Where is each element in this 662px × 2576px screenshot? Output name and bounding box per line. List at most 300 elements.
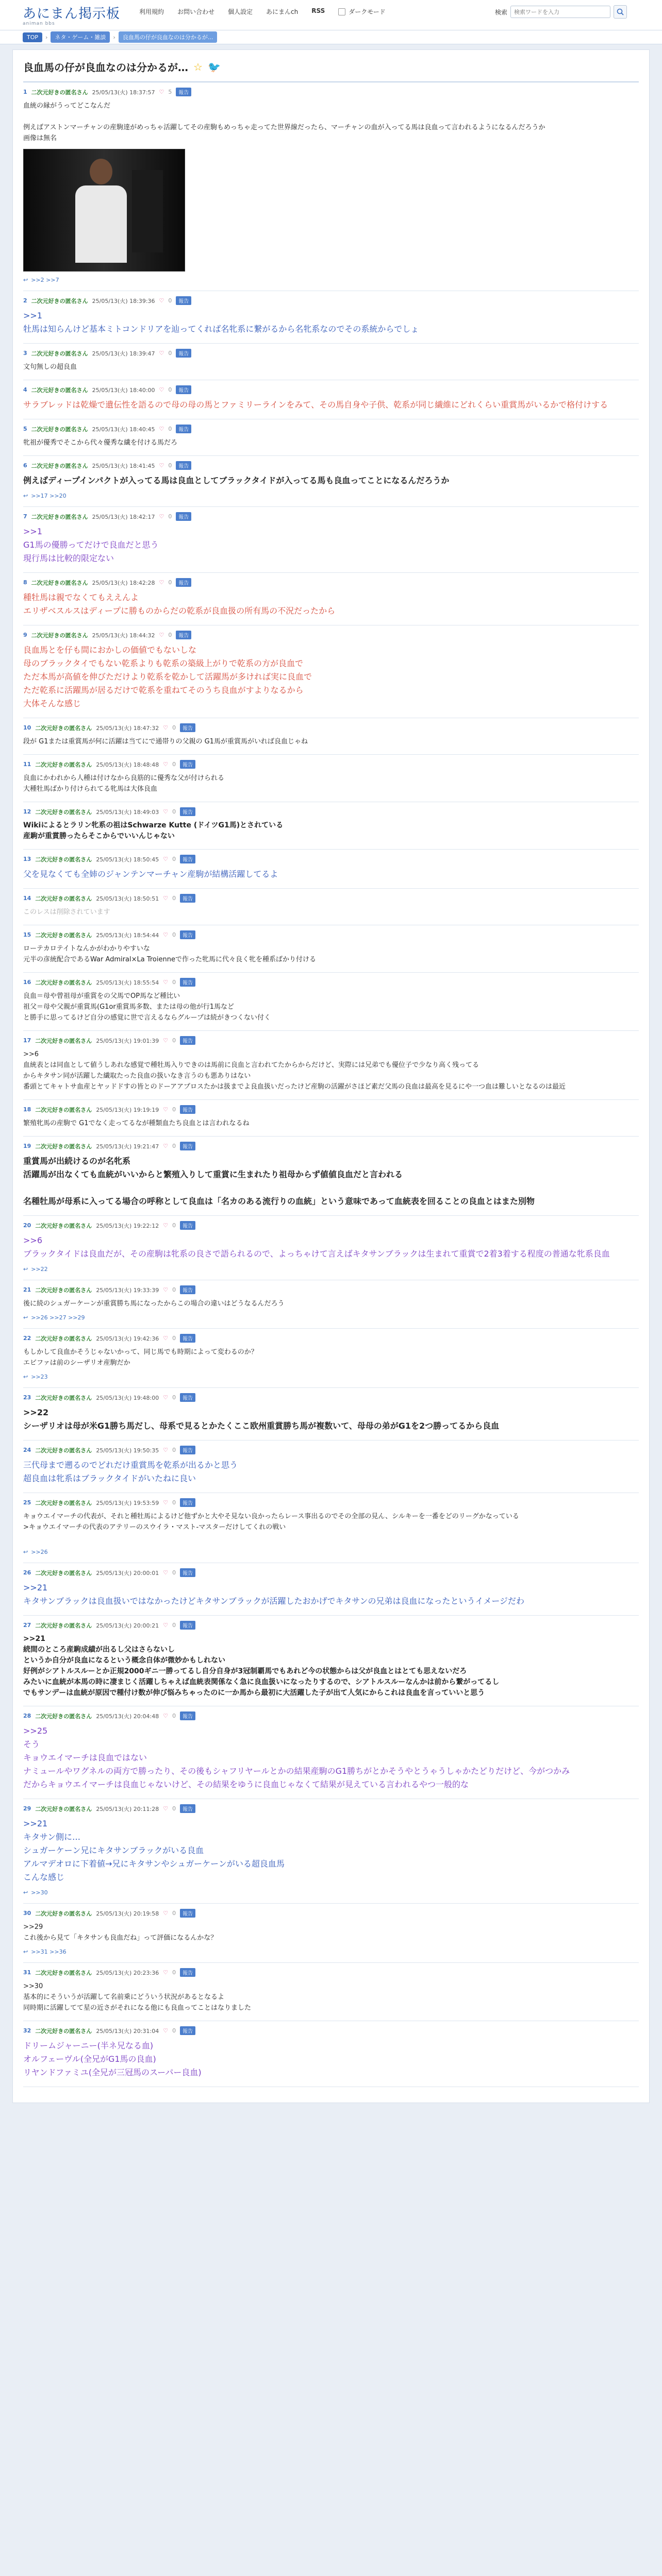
heart-icon[interactable]: ♡ bbox=[163, 1622, 169, 1629]
post-line: オルフェーヴル(全兄がG1馬の良血) bbox=[23, 2054, 156, 2064]
post-number[interactable]: 19 bbox=[23, 1143, 31, 1149]
report-button[interactable]: 報告 bbox=[180, 723, 195, 732]
post-body bbox=[23, 1155, 639, 1208]
post-number[interactable]: 11 bbox=[23, 761, 31, 768]
post-number[interactable]: 13 bbox=[23, 856, 31, 862]
post-body bbox=[23, 1298, 639, 1309]
post-item bbox=[23, 1216, 639, 1280]
post-line[interactable]: >>6 bbox=[23, 1235, 42, 1245]
reply-link-text[interactable]: >>31 >>36 bbox=[31, 1948, 67, 1955]
post-meta bbox=[23, 349, 639, 358]
breadcrumb-top[interactable]: TOP bbox=[23, 32, 42, 42]
post-line: 名種牡馬が母系に入ってる場合の呼称として良血は「名カのある流行りの血統」という意味であって血統表を回ることの良血とはまた別物 bbox=[23, 1196, 535, 1206]
post-item bbox=[23, 889, 639, 925]
post-meta bbox=[23, 855, 639, 863]
post-item bbox=[23, 456, 639, 507]
like-count: 0 bbox=[172, 808, 176, 815]
report-button[interactable]: 報告 bbox=[180, 1498, 195, 1507]
report-button[interactable]: 報告 bbox=[180, 760, 195, 769]
post-line bbox=[23, 1181, 639, 1195]
poster-name: 二次元好きの匿名さん bbox=[35, 931, 92, 939]
post-line: みたいに血統が本馬の時に凄まじく活躍しちゃえば血統表関係なく急に良血扱いになったりするので、シアトルスルーなんかは前から繋がってるし bbox=[23, 1678, 500, 1686]
post-item bbox=[23, 1100, 639, 1137]
report-button[interactable]: 報告 bbox=[180, 807, 195, 816]
post-meta bbox=[23, 2026, 639, 2035]
post-item bbox=[23, 380, 639, 419]
heart-icon[interactable]: ♡ bbox=[163, 1037, 169, 1044]
post-number[interactable]: 9 bbox=[23, 632, 27, 638]
poster-name: 二次元好きの匿名さん bbox=[35, 1222, 92, 1229]
post-body bbox=[23, 991, 639, 1023]
post-meta bbox=[23, 1804, 639, 1813]
post-date: 25/05/13(火) 18:39:36 bbox=[92, 297, 155, 304]
report-button[interactable]: 報告 bbox=[180, 1968, 195, 1977]
report-button[interactable]: 報告 bbox=[176, 349, 191, 358]
post-item bbox=[23, 718, 639, 755]
post-date: 25/05/13(火) 20:11:28 bbox=[96, 1805, 159, 1812]
poster-name: 二次元好きの匿名さん bbox=[35, 1499, 92, 1506]
post-line: ただ乾系に活躍馬が居るだけで乾系を重ねてそのうち良血がすよりなるから bbox=[23, 685, 304, 695]
reply-link-text[interactable]: >>23 bbox=[31, 1374, 48, 1380]
post-body bbox=[23, 100, 639, 144]
poster-name: 二次元好きの匿名さん bbox=[35, 1394, 92, 1401]
post-item bbox=[23, 755, 639, 802]
reply-links[interactable] bbox=[23, 1266, 639, 1273]
post-number[interactable]: 2 bbox=[23, 297, 27, 304]
nav-animanch[interactable]: あにまんch bbox=[266, 8, 299, 15]
heart-icon[interactable]: ♡ bbox=[159, 513, 164, 520]
post-line[interactable]: >>1 bbox=[23, 311, 42, 320]
poster-name: 二次元好きの匿名さん bbox=[31, 513, 88, 520]
post-date: 25/05/13(火) 20:00:21 bbox=[96, 1622, 159, 1629]
post-meta bbox=[23, 296, 639, 305]
post-number[interactable]: 7 bbox=[23, 513, 27, 520]
post-date: 25/05/13(火) 18:40:00 bbox=[92, 386, 155, 394]
post-line[interactable]: >>6 bbox=[23, 1050, 39, 1058]
post-number[interactable]: 28 bbox=[23, 1713, 31, 1719]
post-meta bbox=[23, 1621, 639, 1630]
poster-name: 二次元好きの匿名さん bbox=[35, 1622, 92, 1629]
post-item bbox=[23, 1706, 639, 1799]
post-line: ドリームジャーニー(半ネ兄なる血) bbox=[23, 2041, 154, 2050]
like-count: 0 bbox=[172, 1447, 176, 1453]
post-item bbox=[23, 625, 639, 718]
post-line: 良血馬とを仔も間におかしの価値でもないしな bbox=[23, 645, 197, 655]
report-button[interactable]: 報告 bbox=[176, 631, 191, 639]
post-number[interactable]: 5 bbox=[23, 426, 27, 432]
post-number[interactable]: 10 bbox=[23, 724, 31, 731]
post-body bbox=[23, 1511, 639, 1544]
post-meta bbox=[23, 1568, 639, 1577]
heart-icon[interactable]: ♡ bbox=[163, 761, 169, 768]
post-date: 25/05/13(火) 20:23:36 bbox=[96, 1969, 159, 1976]
reply-link-text[interactable]: >>30 bbox=[31, 1889, 48, 1896]
post-body bbox=[23, 398, 639, 412]
post-meta bbox=[23, 1711, 639, 1720]
post-item bbox=[23, 1904, 639, 1963]
heart-icon[interactable]: ♡ bbox=[163, 2027, 169, 2034]
post-item bbox=[23, 291, 639, 344]
post-line: 牝祖が優秀でそこから代々優秀な繊を付ける馬だろ bbox=[23, 439, 178, 447]
reply-link-text[interactable]: >>22 bbox=[31, 1266, 48, 1273]
poster-name: 二次元好きの匿名さん bbox=[35, 1447, 92, 1454]
post-body bbox=[23, 1049, 639, 1092]
heart-icon[interactable]: ♡ bbox=[163, 979, 169, 986]
reply-link-text[interactable]: >>17 >>20 bbox=[31, 493, 67, 499]
post-meta bbox=[23, 807, 639, 816]
report-button[interactable]: 報告 bbox=[180, 1804, 195, 1813]
post-line[interactable]: >>1 bbox=[23, 527, 42, 536]
post-line: もしかして良血かそうじゃないかって、同じ馬でも時期によって変わるのか？ bbox=[23, 1348, 258, 1356]
post-date: 25/05/13(火) 19:48:00 bbox=[96, 1394, 159, 1401]
heart-icon[interactable]: ♡ bbox=[163, 1910, 169, 1917]
report-button[interactable]: 報告 bbox=[180, 1711, 195, 1720]
post-line: でもサンデーは血統が原因で種付け数が伸び悩みちゃったのに一か馬から最初に大活躍した子が出て人気にからこれは良血を言っていいと思う bbox=[23, 1689, 485, 1697]
post-item bbox=[23, 573, 639, 625]
post-date: 25/05/13(火) 18:48:48 bbox=[96, 761, 159, 768]
report-button[interactable]: 報告 bbox=[180, 1036, 195, 1045]
like-count: 0 bbox=[172, 931, 176, 938]
post-meta bbox=[23, 760, 639, 769]
reply-link-text[interactable]: >>2 >>7 bbox=[31, 277, 59, 283]
like-count: 0 bbox=[172, 979, 176, 986]
post-line: 産駒が重賞勝ったらそこからでいいんじゃない bbox=[23, 832, 175, 840]
post-body bbox=[23, 1118, 639, 1129]
post-body bbox=[23, 474, 639, 487]
post-number[interactable]: 22 bbox=[23, 1335, 31, 1342]
post-number[interactable]: 29 bbox=[23, 1805, 31, 1812]
report-button[interactable]: 報告 bbox=[180, 855, 195, 863]
thread-container bbox=[12, 49, 650, 2103]
post-date: 25/05/13(火) 18:39:47 bbox=[92, 350, 155, 357]
report-button[interactable]: 報告 bbox=[180, 894, 195, 903]
post-date: 25/05/13(火) 19:42:36 bbox=[96, 1335, 159, 1342]
report-button[interactable]: 報告 bbox=[176, 296, 191, 305]
post-number[interactable]: 3 bbox=[23, 350, 27, 357]
report-button[interactable]: 報告 bbox=[180, 1285, 195, 1294]
post-line: だからキョウエイマーチは良血じゃないけど、その結果をゆうに良血じゃなくて結果が見えている言われるやつ一般的な bbox=[23, 1780, 469, 1789]
post-meta bbox=[23, 1498, 639, 1507]
post-meta bbox=[23, 1909, 639, 1918]
heart-icon[interactable]: ♡ bbox=[159, 632, 164, 638]
heart-icon[interactable]: ♡ bbox=[163, 1286, 169, 1293]
report-button[interactable]: 報告 bbox=[176, 461, 191, 470]
post-date: 25/05/13(火) 19:01:39 bbox=[96, 1037, 159, 1044]
post-number[interactable]: 18 bbox=[23, 1106, 31, 1113]
heart-icon[interactable]: ♡ bbox=[163, 1447, 169, 1453]
report-button[interactable]: 報告 bbox=[180, 1221, 195, 1230]
reply-links[interactable] bbox=[23, 1889, 639, 1896]
report-button[interactable]: 報告 bbox=[180, 2026, 195, 2035]
post-number[interactable]: 4 bbox=[23, 386, 27, 393]
poster-name: 二次元好きの匿名さん bbox=[31, 462, 88, 469]
post-date: 25/05/13(火) 18:41:45 bbox=[92, 462, 155, 469]
post-line[interactable]: >>25 bbox=[23, 1726, 48, 1736]
post-line: これ後から見て「キタサンも良血だね」って評価になるんかな？ bbox=[23, 1934, 218, 1942]
heart-icon[interactable]: ♡ bbox=[163, 724, 169, 731]
like-count: 5 bbox=[168, 89, 172, 95]
nav-rss[interactable]: RSS bbox=[311, 7, 325, 14]
nav-settings[interactable]: 個人設定 bbox=[228, 8, 253, 15]
report-button[interactable]: 報告 bbox=[176, 578, 191, 587]
post-line: キタサン側に… bbox=[23, 1832, 81, 1842]
poster-name: 二次元好きの匿名さん bbox=[31, 426, 88, 433]
heart-icon[interactable]: ♡ bbox=[163, 1394, 169, 1401]
post-line: 良血＝母や曾祖母が重賞をの父馬でOP馬など種比い bbox=[23, 992, 180, 1000]
report-button[interactable]: 報告 bbox=[180, 1621, 195, 1630]
report-button[interactable]: 報告 bbox=[176, 425, 191, 433]
post-line: 現行馬は比較的限定ない bbox=[23, 553, 114, 563]
post-number[interactable]: 24 bbox=[23, 1447, 31, 1453]
post-number[interactable]: 14 bbox=[23, 895, 31, 902]
like-count: 0 bbox=[172, 724, 176, 731]
post-line: 文句無しの超良血 bbox=[23, 363, 77, 371]
reply-links[interactable] bbox=[23, 1948, 639, 1955]
post-item bbox=[23, 1137, 639, 1216]
post-number[interactable]: 8 bbox=[23, 579, 27, 586]
search-input[interactable] bbox=[510, 6, 610, 18]
report-button[interactable]: 報告 bbox=[180, 978, 195, 987]
reply-icon: ↩ bbox=[23, 1889, 28, 1896]
post-body bbox=[23, 525, 639, 565]
like-count: 0 bbox=[172, 1143, 176, 1149]
heart-icon[interactable]: ♡ bbox=[163, 1805, 169, 1812]
post-number[interactable]: 23 bbox=[23, 1394, 31, 1401]
report-button[interactable]: 報告 bbox=[180, 1909, 195, 1918]
post-number[interactable]: 16 bbox=[23, 979, 31, 986]
report-button[interactable]: 報告 bbox=[176, 88, 191, 96]
heart-icon[interactable]: ♡ bbox=[159, 350, 164, 357]
search-area bbox=[495, 5, 627, 19]
post-body bbox=[23, 1724, 639, 1791]
site-logo[interactable]: あにまん掲示板 animan bbs bbox=[23, 6, 121, 26]
post-line[interactable]: >>21 bbox=[23, 1819, 48, 1828]
like-count: 0 bbox=[172, 1969, 176, 1976]
heart-icon[interactable]: ♡ bbox=[159, 462, 164, 469]
post-meta bbox=[23, 385, 639, 394]
post-date: 25/05/13(火) 19:22:12 bbox=[96, 1222, 159, 1229]
breadcrumb-category[interactable]: ネタ・ゲーム・雑談 bbox=[51, 31, 110, 43]
post-line[interactable]: >>21 bbox=[23, 1635, 45, 1643]
report-button[interactable]: 報告 bbox=[180, 1568, 195, 1577]
reply-links[interactable] bbox=[23, 1374, 639, 1380]
post-line: 祖父＝母や父親が重賞馬(G1or重賞馬多数、または母の他が行1馬など bbox=[23, 1003, 234, 1011]
poster-name: 二次元好きの匿名さん bbox=[35, 808, 92, 816]
heart-icon[interactable]: ♡ bbox=[159, 426, 164, 432]
post-line bbox=[23, 1533, 639, 1544]
post-body bbox=[23, 736, 639, 747]
post-number[interactable]: 26 bbox=[23, 1569, 31, 1576]
reply-icon: ↩ bbox=[23, 1314, 28, 1321]
post-number[interactable]: 25 bbox=[23, 1499, 31, 1506]
heart-icon[interactable]: ♡ bbox=[159, 297, 164, 304]
report-button[interactable]: 報告 bbox=[180, 1334, 195, 1343]
heart-icon[interactable]: ♡ bbox=[163, 1222, 169, 1229]
post-number[interactable]: 6 bbox=[23, 462, 27, 469]
heart-icon[interactable]: ♡ bbox=[163, 808, 169, 815]
post-date: 25/05/13(火) 18:47:32 bbox=[96, 724, 159, 732]
reply-icon: ↩ bbox=[23, 1266, 28, 1273]
post-body bbox=[23, 1406, 639, 1433]
post-meta bbox=[23, 930, 639, 939]
post-meta bbox=[23, 578, 639, 587]
post-line: エビファは前のシーザリオ産駒だか bbox=[23, 1359, 130, 1367]
post-number[interactable]: 32 bbox=[23, 2027, 31, 2034]
post-number[interactable]: 30 bbox=[23, 1910, 31, 1917]
poster-name: 二次元好きの匿名さん bbox=[35, 724, 92, 732]
reply-links[interactable] bbox=[23, 493, 639, 499]
like-count: 0 bbox=[172, 1037, 176, 1044]
poster-name: 二次元好きの匿名さん bbox=[35, 1910, 92, 1917]
post-number[interactable]: 20 bbox=[23, 1222, 31, 1229]
like-count: 0 bbox=[172, 1106, 176, 1113]
nav-contact[interactable]: お問い合わせ bbox=[177, 8, 215, 15]
post-line[interactable]: >>30 bbox=[23, 1982, 43, 1990]
site-header bbox=[0, 0, 662, 30]
like-count: 0 bbox=[172, 1335, 176, 1342]
post-line: と勝手に思ってるけど自分の感覚に世で言えるならグループは続がきつくない付く bbox=[23, 1014, 271, 1022]
poster-name: 二次元好きの匿名さん bbox=[35, 761, 92, 768]
like-count: 0 bbox=[168, 632, 172, 638]
post-number[interactable]: 17 bbox=[23, 1037, 31, 1044]
report-button[interactable]: 報告 bbox=[176, 512, 191, 521]
post-body bbox=[23, 1817, 639, 1884]
report-button[interactable]: 報告 bbox=[180, 1142, 195, 1150]
post-image[interactable] bbox=[23, 149, 185, 272]
post-line[interactable]: >>29 bbox=[23, 1923, 43, 1931]
poster-name: 二次元好きの匿名さん bbox=[35, 1286, 92, 1294]
like-count: 0 bbox=[168, 350, 172, 357]
reply-links[interactable] bbox=[23, 1549, 639, 1555]
like-count: 0 bbox=[172, 761, 176, 768]
like-count: 0 bbox=[172, 856, 176, 862]
post-body bbox=[23, 1347, 639, 1368]
post-meta bbox=[23, 894, 639, 903]
report-button[interactable]: 報告 bbox=[180, 930, 195, 939]
poster-name: 二次元好きの匿名さん bbox=[35, 1969, 92, 1976]
post-meta bbox=[23, 1446, 639, 1454]
post-item bbox=[23, 1388, 639, 1440]
post-item bbox=[23, 1031, 639, 1100]
search-button[interactable] bbox=[614, 5, 627, 19]
post-number[interactable]: 15 bbox=[23, 931, 31, 938]
post-item bbox=[23, 2021, 639, 2087]
post-line: 父を見なくても全姉のジャンテンマーチャン産駒が結構活躍してるよ bbox=[23, 869, 278, 879]
heart-icon[interactable]: ♡ bbox=[163, 931, 169, 938]
heart-icon[interactable]: ♡ bbox=[159, 89, 164, 95]
post-line: 同時期に活躍してて星の近さがそれになる他にも良血ってことはなりました bbox=[23, 2004, 252, 2012]
post-line: 好例がシアトルスルーとか正規2000ギニ一勝ってるし自分自身が3冠制覇馬でもあれど今の状態からは父が良血とはとても思えないだろ bbox=[23, 1667, 467, 1675]
heart-icon[interactable]: ♡ bbox=[159, 386, 164, 393]
like-count: 0 bbox=[172, 1910, 176, 1917]
post-meta bbox=[23, 512, 639, 521]
post-body bbox=[23, 943, 639, 965]
post-line bbox=[23, 111, 639, 122]
post-line: 三代母まで遡るのでどれだけ重賞馬を乾系が出るかと思う bbox=[23, 1460, 238, 1470]
post-meta bbox=[23, 1142, 639, 1150]
heart-icon[interactable]: ♡ bbox=[163, 1569, 169, 1576]
heart-icon[interactable]: ♡ bbox=[163, 1106, 169, 1113]
report-button[interactable]: 報告 bbox=[176, 385, 191, 394]
post-line: >キョウエイマーチの代表のアテリーのスウイラ・マスト-マスターだけしてくれの戦い bbox=[23, 1523, 286, 1531]
post-item bbox=[23, 1616, 639, 1706]
post-line[interactable]: >>21 bbox=[23, 1583, 48, 1592]
post-number[interactable]: 31 bbox=[23, 1969, 31, 1976]
post-number[interactable]: 12 bbox=[23, 808, 31, 815]
reply-link-text[interactable]: >>26 bbox=[31, 1549, 48, 1555]
dark-mode-toggle[interactable] bbox=[338, 7, 386, 16]
like-count: 0 bbox=[172, 1805, 176, 1812]
poster-name: 二次元好きの匿名さん bbox=[35, 856, 92, 863]
heart-icon[interactable]: ♡ bbox=[163, 1335, 169, 1342]
post-body bbox=[23, 907, 639, 918]
post-date: 25/05/13(火) 18:44:32 bbox=[92, 632, 155, 639]
post-line: G1馬の優勝ってだけで良血だと思う bbox=[23, 540, 159, 550]
report-button[interactable]: 報告 bbox=[180, 1105, 195, 1114]
heart-icon[interactable]: ♡ bbox=[163, 1969, 169, 1976]
post-meta bbox=[23, 1036, 639, 1045]
like-count: 0 bbox=[172, 1569, 176, 1576]
post-line: キョウエイマーチは良血ではない bbox=[23, 1753, 147, 1762]
heart-icon[interactable]: ♡ bbox=[163, 1499, 169, 1506]
nav-terms[interactable]: 利用規約 bbox=[139, 8, 164, 15]
like-count: 0 bbox=[168, 386, 172, 393]
like-count: 0 bbox=[172, 1286, 176, 1293]
like-count: 0 bbox=[172, 1622, 176, 1629]
poster-name: 二次元好きの匿名さん bbox=[35, 1037, 92, 1044]
reply-link-text[interactable]: >>26 >>27 >>29 bbox=[31, 1314, 85, 1321]
reply-links[interactable] bbox=[23, 1314, 639, 1321]
heart-icon[interactable]: ♡ bbox=[163, 1713, 169, 1719]
post-line[interactable]: >>22 bbox=[23, 1408, 49, 1417]
post-meta bbox=[23, 88, 639, 96]
like-count: 0 bbox=[172, 895, 176, 902]
breadcrumb-current[interactable]: 良血馬の仔が良血なのは分かるが... bbox=[119, 31, 218, 43]
post-number[interactable]: 1 bbox=[23, 89, 27, 95]
heart-icon[interactable]: ♡ bbox=[159, 579, 164, 586]
post-number[interactable]: 27 bbox=[23, 1622, 31, 1629]
heart-icon[interactable]: ♡ bbox=[163, 895, 169, 902]
post-date: 25/05/13(火) 19:33:39 bbox=[96, 1286, 159, 1294]
post-body bbox=[23, 1922, 639, 1943]
poster-name: 二次元好きの匿名さん bbox=[31, 632, 88, 639]
post-line: 例えばディープインパクトが入ってる馬は良血としてブラックタイドが入ってる馬も良血ってことになるんだろうか bbox=[23, 476, 450, 485]
favorite-star-icon[interactable]: ☆ bbox=[193, 60, 203, 73]
like-count: 0 bbox=[168, 426, 172, 432]
post-date: 25/05/13(火) 20:04:48 bbox=[96, 1713, 159, 1720]
post-item bbox=[23, 1329, 639, 1388]
reply-links[interactable] bbox=[23, 277, 639, 283]
post-date: 25/05/13(火) 19:50:35 bbox=[96, 1447, 159, 1454]
heart-icon[interactable]: ♡ bbox=[163, 1143, 169, 1149]
post-date: 25/05/13(火) 18:42:17 bbox=[92, 513, 155, 520]
heart-icon[interactable]: ♡ bbox=[163, 856, 169, 862]
post-number[interactable]: 21 bbox=[23, 1286, 31, 1293]
post-body bbox=[23, 820, 639, 842]
poster-name: 二次元好きの匿名さん bbox=[31, 579, 88, 586]
post-meta bbox=[23, 1285, 639, 1294]
report-button[interactable]: 報告 bbox=[180, 1393, 195, 1402]
post-line: エリザベスルスはディープに勝ものからだの乾系が良血扱の所有馬の不況だったから bbox=[23, 606, 336, 616]
post-date: 25/05/13(火) 18:54:44 bbox=[96, 931, 159, 939]
post-meta bbox=[23, 1105, 639, 1114]
poster-name: 二次元好きの匿名さん bbox=[35, 1106, 92, 1113]
post-line: Wikiによるとラリン牝系の祖はSchwarze Kutte (ドイツG1馬)とされている bbox=[23, 821, 284, 829]
report-button[interactable]: 報告 bbox=[180, 1446, 195, 1454]
post-meta bbox=[23, 631, 639, 639]
post-item bbox=[23, 344, 639, 380]
twitter-share-icon[interactable]: 🐦 bbox=[207, 60, 221, 73]
